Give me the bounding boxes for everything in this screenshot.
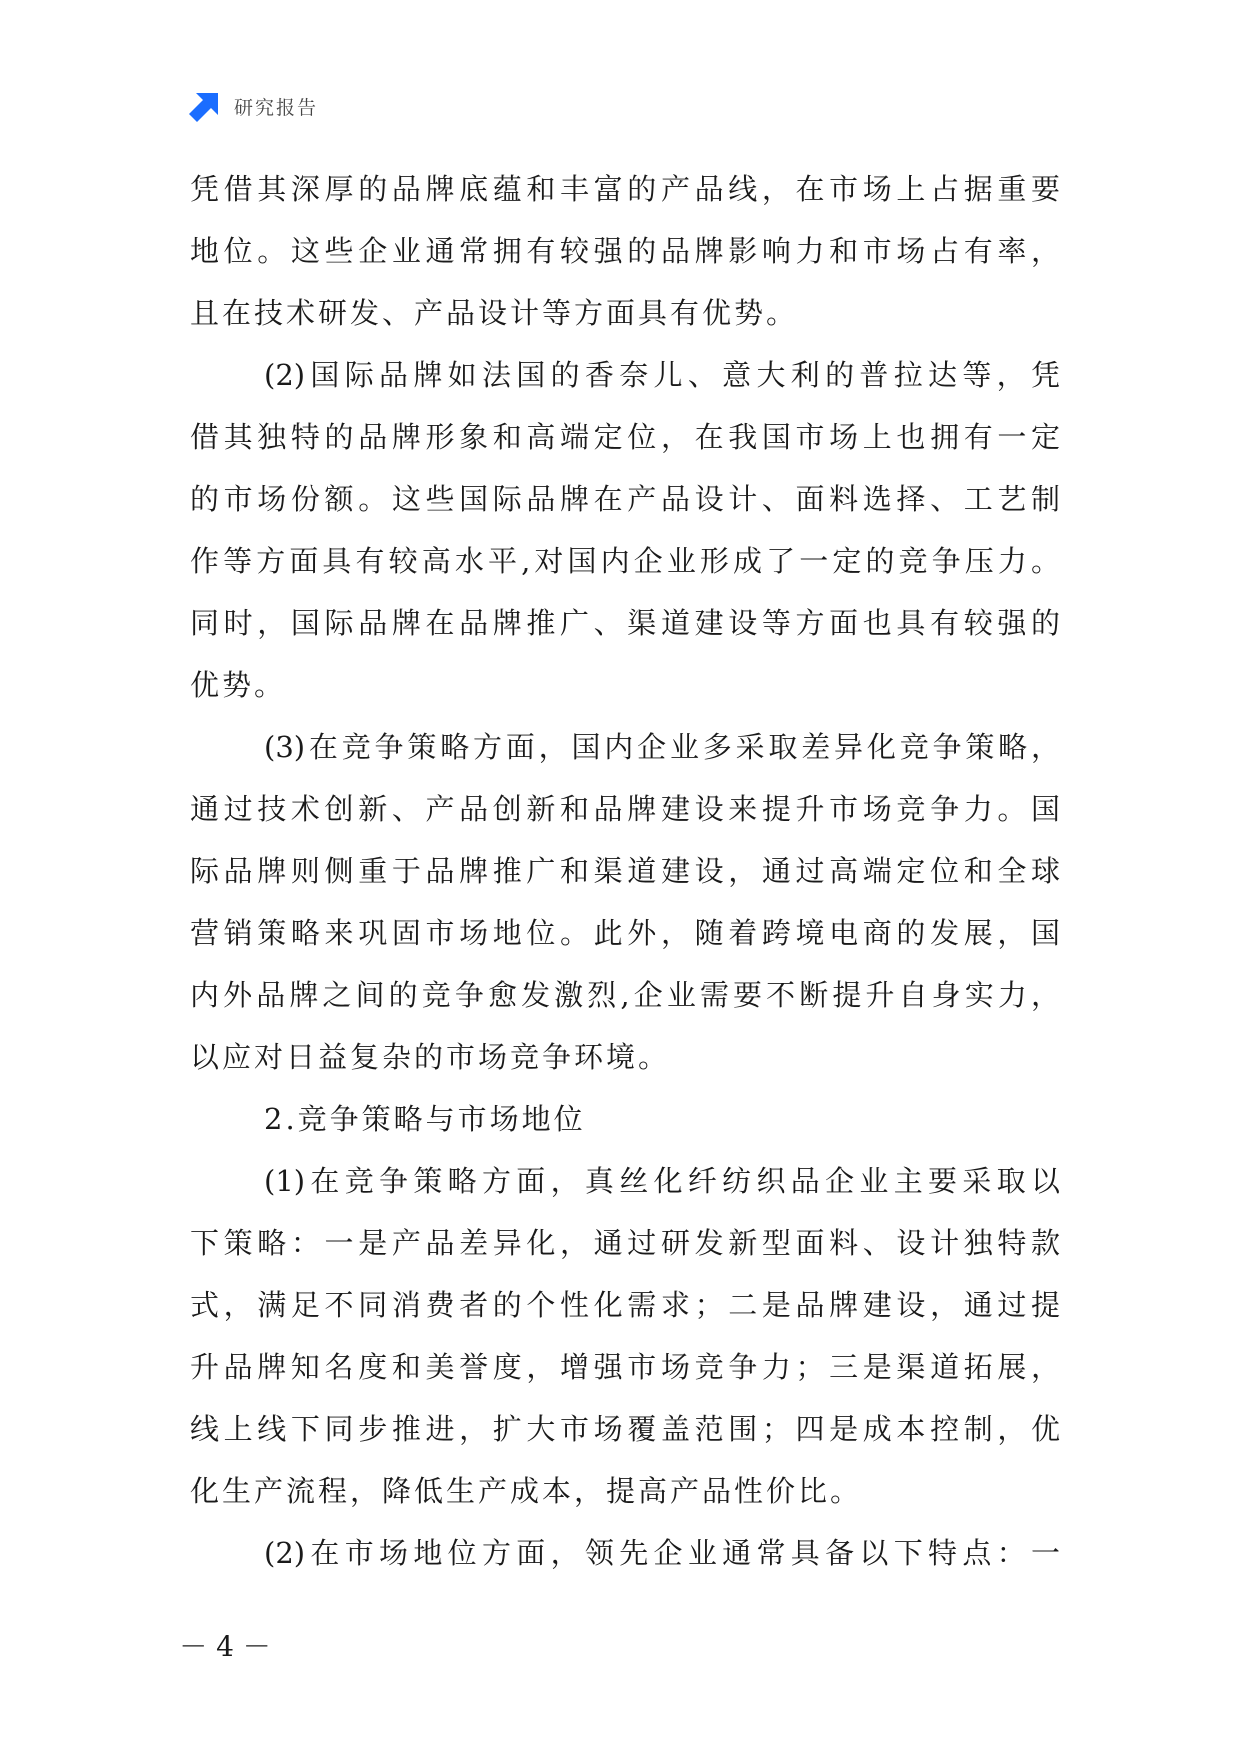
- text-line: 线上线下同步推进，扩大市场覆盖范围；四是成本控制，优: [190, 1412, 1060, 1446]
- report-header: [188, 88, 318, 124]
- text-line: 作等方面具有较高水平,对国内企业形成了一定的竞争压力。: [190, 544, 1060, 578]
- text-line: 通过技术创新、产品创新和品牌建设来提升市场竞争力。国: [190, 792, 1060, 826]
- text-line: (2)在市场地位方面，领先企业通常具备以下特点：一: [264, 1536, 1060, 1570]
- text-line: 地位。这些企业通常拥有较强的品牌影响力和市场占有率，: [190, 234, 1060, 268]
- text-line: 的市场份额。这些国际品牌在产品设计、面料选择、工艺制: [190, 482, 1060, 516]
- text-line: 以应对日益复杂的市场竞争环境。: [190, 1040, 671, 1074]
- text-line: 营销策略来巩固市场地位。此外，随着跨境电商的发展，国: [190, 916, 1060, 950]
- arrow-up-right-icon: [188, 89, 222, 123]
- text-line: (2)国际品牌如法国的香奈儿、意大利的普拉达等，凭: [264, 358, 1060, 392]
- page-number: － 4 －: [179, 1630, 271, 1663]
- text-line: 式，满足不同消费者的个性化需求；二是品牌建设，通过提: [190, 1288, 1060, 1322]
- text-line: 内外品牌之间的竞争愈发激烈,企业需要不断提升自身实力，: [190, 978, 1060, 1012]
- text-line: 升品牌知名度和美誉度，增强市场竞争力；三是渠道拓展，: [190, 1350, 1060, 1384]
- text-line: 下策略：一是产品差异化，通过研发新型面料、设计独特款: [190, 1226, 1060, 1260]
- text-line: 凭借其深厚的品牌底蕴和丰富的产品线，在市场上占据重要: [190, 172, 1060, 206]
- text-line: 优势。: [190, 668, 287, 702]
- text-line: 际品牌则侧重于品牌推广和渠道建设，通过高端定位和全球: [190, 854, 1060, 888]
- text-line: 2.竞争策略与市场地位: [264, 1102, 586, 1136]
- text-line: 且在技术研发、产品设计等方面具有优势。: [190, 296, 799, 330]
- header-label: 研究报告: [234, 96, 319, 119]
- text-line: 化生产流程，降低生产成本，提高产品性价比。: [190, 1474, 863, 1508]
- text-line: (1)在竞争策略方面，真丝化纤纺织品企业主要采取以: [264, 1164, 1060, 1198]
- document-body: [190, 158, 1060, 1584]
- text-line: 同时，国际品牌在品牌推广、渠道建设等方面也具有较强的: [190, 606, 1060, 640]
- text-line: 借其独特的品牌形象和高端定位，在我国市场上也拥有一定: [190, 420, 1060, 454]
- text-line: (3)在竞争策略方面，国内企业多采取差异化竞争策略，: [264, 730, 1060, 764]
